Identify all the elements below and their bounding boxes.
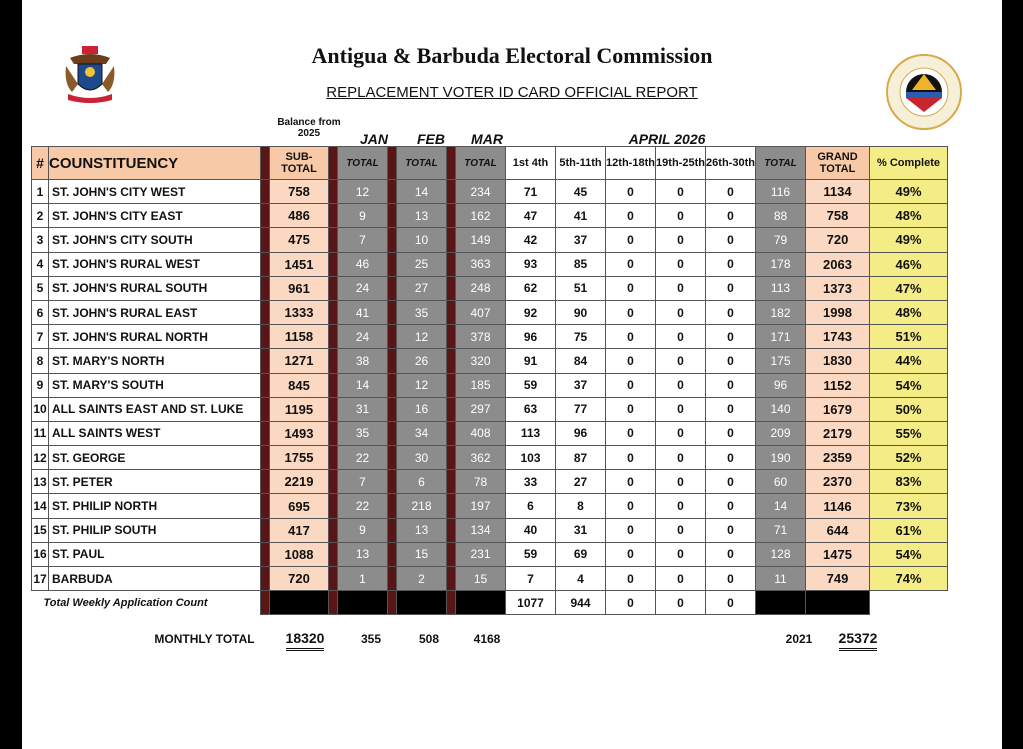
- cell-w5: 0: [706, 180, 756, 204]
- cell-jan: 35: [338, 421, 388, 445]
- hash-header: #: [32, 147, 49, 180]
- week5-header: 26th-30th: [706, 147, 756, 180]
- cell-tot: 175: [756, 349, 806, 373]
- weekly-w5: 0: [706, 591, 756, 615]
- monthly-subtotal: 18320: [286, 630, 325, 651]
- table-row: [32, 446, 948, 470]
- weekly-w3: 0: [606, 591, 656, 615]
- cell-w4: 0: [656, 397, 706, 421]
- balance-header: Balance from 2025: [277, 117, 341, 139]
- cell-w5: 0: [706, 494, 756, 518]
- cell-w3: 0: [606, 518, 656, 542]
- cell-w2: 77: [556, 397, 606, 421]
- cell-w1: 92: [506, 300, 556, 324]
- cell-pc: 48%: [870, 204, 948, 228]
- cell-n: 6: [32, 300, 49, 324]
- cell-sub: 2219: [270, 470, 329, 494]
- cell-w1: 96: [506, 325, 556, 349]
- cell-w4: 0: [656, 252, 706, 276]
- cell-jan: 24: [338, 325, 388, 349]
- cell-name: BARBUDA: [49, 567, 261, 591]
- report-subtitle: REPLACEMENT VOTER ID CARD OFFICIAL REPORT: [326, 84, 698, 101]
- cell-gt: 2359: [806, 446, 870, 470]
- cell-n: 4: [32, 252, 49, 276]
- cell-jan: 24: [338, 276, 388, 300]
- table-row: [32, 518, 948, 542]
- cell-w4: 0: [656, 300, 706, 324]
- cell-w1: 113: [506, 421, 556, 445]
- cell-pc: 74%: [870, 567, 948, 591]
- report-table: [31, 146, 948, 615]
- mar-header: MAR: [471, 131, 503, 147]
- week1-header: 1st 4th: [506, 147, 556, 180]
- cell-w4: 0: [656, 446, 706, 470]
- table-row: [32, 325, 948, 349]
- cell-w1: 47: [506, 204, 556, 228]
- cell-w1: 93: [506, 252, 556, 276]
- monthly-april-total: 2021: [785, 632, 813, 646]
- cell-sub: 1195: [270, 397, 329, 421]
- cell-feb: 2: [397, 567, 447, 591]
- cell-w1: 59: [506, 542, 556, 566]
- cell-feb: 10: [397, 228, 447, 252]
- cell-w3: 0: [606, 446, 656, 470]
- table-row: [32, 276, 948, 300]
- cell-name: ST. JOHN'S CITY EAST: [49, 204, 261, 228]
- cell-w3: 0: [606, 349, 656, 373]
- april-header: APRIL 2026: [628, 131, 706, 147]
- cell-w5: 0: [706, 228, 756, 252]
- cell-feb: 34: [397, 421, 447, 445]
- cell-w1: 59: [506, 373, 556, 397]
- cell-w5: 0: [706, 421, 756, 445]
- cell-w4: 0: [656, 180, 706, 204]
- cell-pc: 47%: [870, 276, 948, 300]
- cell-w3: 0: [606, 180, 656, 204]
- cell-jan: 31: [338, 397, 388, 421]
- cell-jan: 46: [338, 252, 388, 276]
- cell-sub: 1755: [270, 446, 329, 470]
- cell-w3: 0: [606, 470, 656, 494]
- cell-n: 17: [32, 567, 49, 591]
- table-row: [32, 542, 948, 566]
- cell-feb: 12: [397, 373, 447, 397]
- jan-header: JAN: [359, 131, 388, 147]
- cell-w3: 0: [606, 300, 656, 324]
- cell-mar: 185: [456, 373, 506, 397]
- cell-name: ST. JOHN'S RURAL SOUTH: [49, 276, 261, 300]
- cell-n: 12: [32, 446, 49, 470]
- week2-header: 5th-11th: [556, 147, 606, 180]
- cell-tot: 71: [756, 518, 806, 542]
- table-header-row: [32, 147, 948, 180]
- feb-total-header: TOTAL: [397, 147, 447, 180]
- cell-w2: 69: [556, 542, 606, 566]
- table-row: [32, 252, 948, 276]
- cell-w3: 0: [606, 252, 656, 276]
- cell-w5: 0: [706, 276, 756, 300]
- cell-w5: 0: [706, 325, 756, 349]
- cell-w5: 0: [706, 204, 756, 228]
- cell-w5: 0: [706, 373, 756, 397]
- cell-w3: 0: [606, 421, 656, 445]
- cell-w1: 7: [506, 567, 556, 591]
- cell-mar: 234: [456, 180, 506, 204]
- cell-pc: 54%: [870, 373, 948, 397]
- cell-name: ST. JOHN'S RURAL NORTH: [49, 325, 261, 349]
- monthly-mar: 4168: [473, 632, 501, 646]
- cell-sub: 1451: [270, 252, 329, 276]
- table-row: [32, 228, 948, 252]
- cell-mar: 149: [456, 228, 506, 252]
- cell-w3: 0: [606, 373, 656, 397]
- cell-jan: 41: [338, 300, 388, 324]
- cell-w3: 0: [606, 494, 656, 518]
- cell-w2: 84: [556, 349, 606, 373]
- table-row: [32, 204, 948, 228]
- cell-pc: 55%: [870, 421, 948, 445]
- cell-mar: 320: [456, 349, 506, 373]
- cell-w4: 0: [656, 276, 706, 300]
- cell-w2: 37: [556, 228, 606, 252]
- weekly-w1: 1077: [506, 591, 556, 615]
- cell-jan: 1: [338, 567, 388, 591]
- cell-w4: 0: [656, 470, 706, 494]
- cell-w2: 37: [556, 373, 606, 397]
- weekly-count-label: Total Weekly Application Count: [43, 597, 208, 610]
- cell-feb: 14: [397, 180, 447, 204]
- cell-pc: 83%: [870, 470, 948, 494]
- cell-pc: 54%: [870, 542, 948, 566]
- cell-w2: 90: [556, 300, 606, 324]
- cell-gt: 1152: [806, 373, 870, 397]
- cell-w2: 85: [556, 252, 606, 276]
- table-row: [32, 349, 948, 373]
- cell-tot: 178: [756, 252, 806, 276]
- cell-w2: 96: [556, 421, 606, 445]
- cell-tot: 14: [756, 494, 806, 518]
- cell-name: ST. GEORGE: [49, 446, 261, 470]
- cell-pc: 46%: [870, 252, 948, 276]
- cell-w5: 0: [706, 567, 756, 591]
- cell-jan: 7: [338, 228, 388, 252]
- cell-name: ALL SAINTS EAST AND ST. LUKE: [49, 397, 261, 421]
- cell-w3: 0: [606, 204, 656, 228]
- cell-w5: 0: [706, 470, 756, 494]
- cell-w4: 0: [656, 204, 706, 228]
- cell-n: 16: [32, 542, 49, 566]
- cell-mar: 134: [456, 518, 506, 542]
- cell-tot: 182: [756, 300, 806, 324]
- cell-feb: 35: [397, 300, 447, 324]
- cell-tot: 79: [756, 228, 806, 252]
- cell-w5: 0: [706, 252, 756, 276]
- cell-w2: 87: [556, 446, 606, 470]
- cell-pc: 44%: [870, 349, 948, 373]
- cell-w3: 0: [606, 276, 656, 300]
- cell-name: ST. JOHN'S CITY SOUTH: [49, 228, 261, 252]
- cell-n: 11: [32, 421, 49, 445]
- cell-name: ST. JOHN'S CITY WEST: [49, 180, 261, 204]
- cell-feb: 218: [397, 494, 447, 518]
- cell-pc: 61%: [870, 518, 948, 542]
- cell-w5: 0: [706, 300, 756, 324]
- cell-jan: 9: [338, 518, 388, 542]
- cell-w3: 0: [606, 228, 656, 252]
- cell-pc: 48%: [870, 300, 948, 324]
- cell-gt: 1998: [806, 300, 870, 324]
- cell-feb: 13: [397, 518, 447, 542]
- cell-w2: 8: [556, 494, 606, 518]
- cell-mar: 407: [456, 300, 506, 324]
- cell-jan: 38: [338, 349, 388, 373]
- cell-w5: 0: [706, 397, 756, 421]
- cell-gt: 2370: [806, 470, 870, 494]
- cell-pc: 49%: [870, 180, 948, 204]
- cell-gt: 1743: [806, 325, 870, 349]
- cell-w2: 41: [556, 204, 606, 228]
- table-row: [32, 300, 948, 324]
- cell-tot: 190: [756, 446, 806, 470]
- cell-gt: 749: [806, 567, 870, 591]
- table-row: [32, 567, 948, 591]
- table-body: [32, 180, 948, 591]
- cell-name: ST. PHILIP SOUTH: [49, 518, 261, 542]
- cell-w1: 40: [506, 518, 556, 542]
- cell-tot: 209: [756, 421, 806, 445]
- cell-feb: 27: [397, 276, 447, 300]
- cell-gt: 2179: [806, 421, 870, 445]
- cell-w2: 75: [556, 325, 606, 349]
- cell-w2: 31: [556, 518, 606, 542]
- cell-n: 10: [32, 397, 49, 421]
- cell-w5: 0: [706, 518, 756, 542]
- cell-pc: 52%: [870, 446, 948, 470]
- weekly-count-row: [32, 591, 948, 615]
- cell-w4: 0: [656, 542, 706, 566]
- cell-n: 13: [32, 470, 49, 494]
- cell-w4: 0: [656, 567, 706, 591]
- table-row: [32, 421, 948, 445]
- monthly-grand-total: 25372: [839, 630, 878, 651]
- cell-n: 7: [32, 325, 49, 349]
- cell-w4: 0: [656, 373, 706, 397]
- week4-header: 19th-25th: [656, 147, 706, 180]
- cell-sub: 845: [270, 373, 329, 397]
- cell-name: ST. MARY'S NORTH: [49, 349, 261, 373]
- cell-name: ST. JOHN'S RURAL WEST: [49, 252, 261, 276]
- cell-tot: 128: [756, 542, 806, 566]
- cell-tot: 60: [756, 470, 806, 494]
- cell-pc: 51%: [870, 325, 948, 349]
- mar-total-header: TOTAL: [456, 147, 506, 180]
- cell-name: ST. PAUL: [49, 542, 261, 566]
- cell-w3: 0: [606, 325, 656, 349]
- cell-w1: 103: [506, 446, 556, 470]
- cell-gt: 2063: [806, 252, 870, 276]
- cell-tot: 96: [756, 373, 806, 397]
- cell-mar: 231: [456, 542, 506, 566]
- cell-feb: 15: [397, 542, 447, 566]
- cell-gt: 1475: [806, 542, 870, 566]
- cell-name: ALL SAINTS WEST: [49, 421, 261, 445]
- grand-total-header: GRAND TOTAL: [806, 147, 870, 180]
- page-title: Antigua & Barbuda Electoral Commission: [311, 43, 713, 68]
- cell-jan: 9: [338, 204, 388, 228]
- cell-mar: 378: [456, 325, 506, 349]
- cell-tot: 88: [756, 204, 806, 228]
- cell-mar: 248: [456, 276, 506, 300]
- cell-tot: 171: [756, 325, 806, 349]
- cell-gt: 1134: [806, 180, 870, 204]
- weekly-w2: 944: [556, 591, 606, 615]
- cell-tot: 140: [756, 397, 806, 421]
- subtotal-header: SUB-TOTAL: [270, 147, 329, 180]
- cell-w2: 4: [556, 567, 606, 591]
- cell-sub: 961: [270, 276, 329, 300]
- cell-sub: 417: [270, 518, 329, 542]
- cell-tot: 116: [756, 180, 806, 204]
- cell-w3: 0: [606, 397, 656, 421]
- jan-total-header: TOTAL: [338, 147, 388, 180]
- cell-w5: 0: [706, 446, 756, 470]
- cell-feb: 6: [397, 470, 447, 494]
- cell-pc: 49%: [870, 228, 948, 252]
- cell-w1: 71: [506, 180, 556, 204]
- cell-sub: 1158: [270, 325, 329, 349]
- cell-jan: 22: [338, 446, 388, 470]
- cell-gt: 1373: [806, 276, 870, 300]
- cell-feb: 12: [397, 325, 447, 349]
- cell-gt: 720: [806, 228, 870, 252]
- report-page: [22, 0, 1002, 749]
- table-row: [32, 397, 948, 421]
- cell-w1: 91: [506, 349, 556, 373]
- cell-sub: 486: [270, 204, 329, 228]
- cell-n: 14: [32, 494, 49, 518]
- cell-w2: 27: [556, 470, 606, 494]
- table-row: [32, 470, 948, 494]
- cell-w1: 42: [506, 228, 556, 252]
- weekly-w4: 0: [656, 591, 706, 615]
- cell-gt: 1679: [806, 397, 870, 421]
- cell-n: 2: [32, 204, 49, 228]
- cell-jan: 14: [338, 373, 388, 397]
- cell-w1: 63: [506, 397, 556, 421]
- cell-n: 8: [32, 349, 49, 373]
- cell-mar: 15: [456, 567, 506, 591]
- feb-header: FEB: [417, 131, 445, 147]
- cell-feb: 30: [397, 446, 447, 470]
- cell-n: 3: [32, 228, 49, 252]
- cell-w1: 62: [506, 276, 556, 300]
- monthly-total-label: MONTHLY TOTAL: [154, 632, 255, 646]
- cell-w2: 45: [556, 180, 606, 204]
- cell-mar: 297: [456, 397, 506, 421]
- cell-w1: 6: [506, 494, 556, 518]
- cell-jan: 12: [338, 180, 388, 204]
- cell-pc: 50%: [870, 397, 948, 421]
- cell-mar: 162: [456, 204, 506, 228]
- cell-gt: 1146: [806, 494, 870, 518]
- cell-mar: 362: [456, 446, 506, 470]
- cell-feb: 16: [397, 397, 447, 421]
- cell-feb: 13: [397, 204, 447, 228]
- cell-feb: 26: [397, 349, 447, 373]
- cell-name: ST. MARY'S SOUTH: [49, 373, 261, 397]
- cell-n: 9: [32, 373, 49, 397]
- cell-w5: 0: [706, 542, 756, 566]
- cell-jan: 13: [338, 542, 388, 566]
- cell-w4: 0: [656, 325, 706, 349]
- cell-n: 15: [32, 518, 49, 542]
- cell-w4: 0: [656, 421, 706, 445]
- table-row: [32, 494, 948, 518]
- cell-w4: 0: [656, 349, 706, 373]
- cell-sub: 758: [270, 180, 329, 204]
- cell-gt: 644: [806, 518, 870, 542]
- cell-sub: 1088: [270, 542, 329, 566]
- cell-sub: 695: [270, 494, 329, 518]
- cell-n: 5: [32, 276, 49, 300]
- table-row: [32, 180, 948, 204]
- pct-complete-header: % Complete: [870, 147, 948, 180]
- cell-name: ST. PHILIP NORTH: [49, 494, 261, 518]
- cell-w4: 0: [656, 494, 706, 518]
- cell-w3: 0: [606, 567, 656, 591]
- april-total-header: TOTAL: [756, 147, 806, 180]
- cell-w4: 0: [656, 228, 706, 252]
- cell-sub: 720: [270, 567, 329, 591]
- cell-tot: 113: [756, 276, 806, 300]
- constituency-header: COUNSTITUENCY: [49, 147, 261, 180]
- cell-gt: 1830: [806, 349, 870, 373]
- cell-jan: 7: [338, 470, 388, 494]
- cell-gt: 758: [806, 204, 870, 228]
- week3-header: 12th-18th: [606, 147, 656, 180]
- cell-mar: 197: [456, 494, 506, 518]
- electoral-commission-seal: [884, 52, 964, 132]
- cell-n: 1: [32, 180, 49, 204]
- cell-w5: 0: [706, 349, 756, 373]
- cell-pc: 73%: [870, 494, 948, 518]
- cell-mar: 78: [456, 470, 506, 494]
- cell-feb: 25: [397, 252, 447, 276]
- cell-sub: 1493: [270, 421, 329, 445]
- cell-sub: 475: [270, 228, 329, 252]
- cell-mar: 408: [456, 421, 506, 445]
- cell-jan: 22: [338, 494, 388, 518]
- cell-sub: 1333: [270, 300, 329, 324]
- monthly-feb: 508: [418, 632, 440, 646]
- cell-sub: 1271: [270, 349, 329, 373]
- monthly-jan: 355: [360, 632, 382, 646]
- cell-name: ST. PETER: [49, 470, 261, 494]
- cell-w4: 0: [656, 518, 706, 542]
- cell-name: ST. JOHN'S RURAL EAST: [49, 300, 261, 324]
- cell-w1: 33: [506, 470, 556, 494]
- cell-w3: 0: [606, 542, 656, 566]
- cell-tot: 11: [756, 567, 806, 591]
- table-row: [32, 373, 948, 397]
- cell-w2: 51: [556, 276, 606, 300]
- cell-mar: 363: [456, 252, 506, 276]
